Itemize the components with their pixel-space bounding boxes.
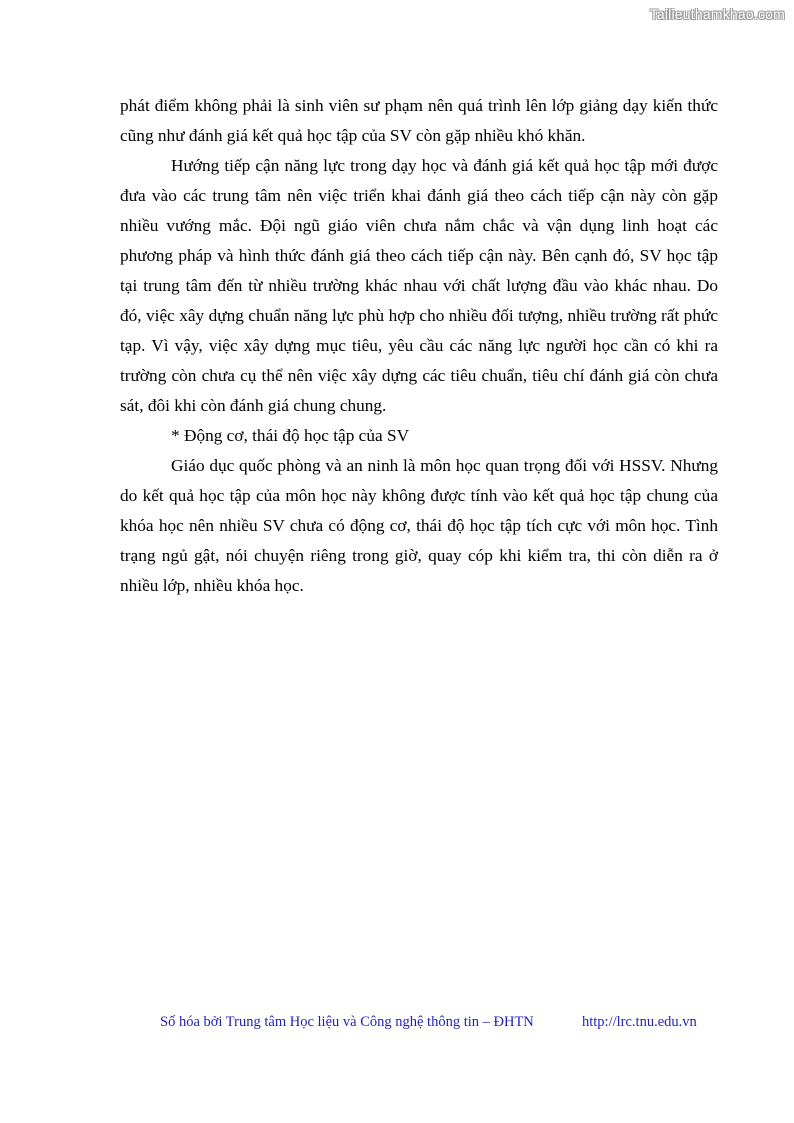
paragraph-1: phát điểm không phải là sinh viên sư phạm nên quá trình lên lớp giảng dạy kiến thức cũng như đánh giá kết quả học tập của SV còn gặp nhiều khó khăn. — [120, 96, 718, 145]
paragraph-2: Hướng tiếp cận năng lực trong dạy học và đánh giá kết quả học tập mới được đưa vào các trung tâm nên việc triển khai đánh giá theo cách tiếp cận này còn gặp nhiều vướng mắc. Đội ngũ giáo viên chưa nắm chắc và vận dụng linh hoạt các phương pháp và hình thức đánh giá theo cách tiếp cận này. Bên cạnh đó, SV học tập tại trung tâm đến từ nhiều trường khác nhau với chất lượng đầu vào khác nhau. Do đó, việc xây dựng chuẩn năng lực phù hợp cho nhiều đối tượng, nhiều trường rất phức tạp. Vì vậy, việc xây dựng mục tiêu, yêu cầu các năng lực người học cần có khi ra trường còn chưa cụ thể nên việc xây dựng các tiêu chuẩn, tiêu chí đánh giá còn chưa sát, đôi khi còn đánh giá chung chung. — [120, 156, 718, 415]
page-footer — [160, 1014, 700, 1031]
body-text — [120, 91, 718, 601]
section-heading: * Động cơ, thái độ học tập của SV — [171, 426, 410, 445]
footer-credit: Số hóa bởi Trung tâm Học liệu và Công nghệ thông tin – ĐHTN — [160, 1014, 534, 1030]
watermark: Tailieuthamkhao.com — [649, 6, 785, 22]
paragraph-3: Giáo dục quốc phòng và an ninh là môn học quan trọng đối với HSSV. Nhưng do kết quả học tập của môn học này không được tính vào kết quả học tập chung của khóa học nên nhiều SV chưa có động cơ, thái độ học tập tích cực với môn học. Tình trạng ngủ gật, nói chuyện riêng trong giờ, quay cóp khi kiểm tra, thi còn diễn ra ở nhiều lớp, nhiều khóa học. — [120, 456, 718, 595]
footer-url-link[interactable]: http://lrc.tnu.edu.vn — [582, 1014, 697, 1030]
